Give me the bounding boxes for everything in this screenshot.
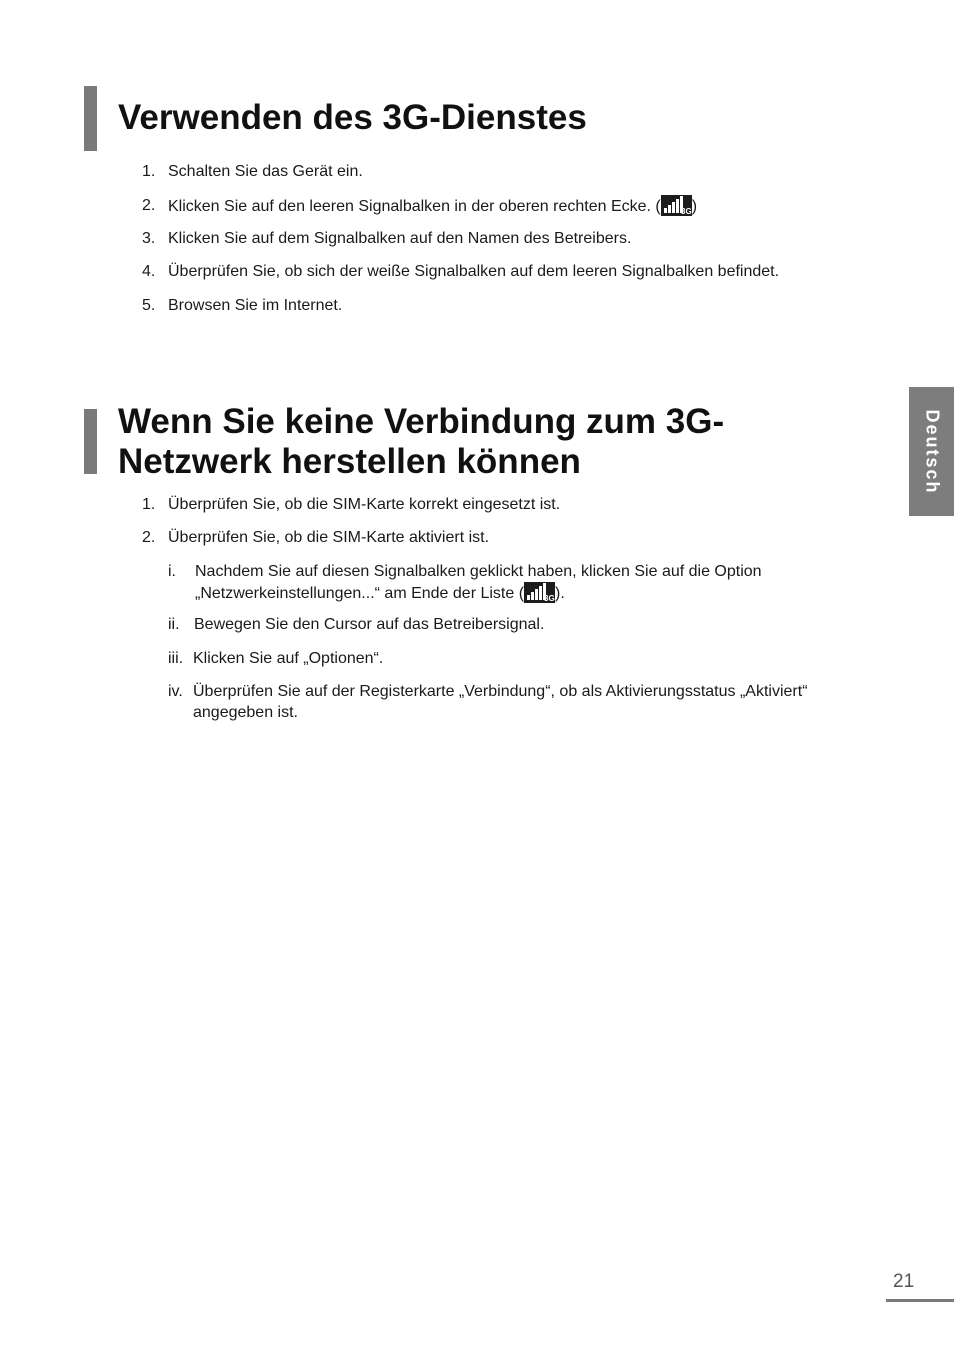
language-tab-label: Deutsch [922,408,942,495]
section-title-no-connection: Wenn Sie keine Verbindung zum 3G- Netzwerk herstellen können [118,402,725,481]
section-accent-bar [84,86,97,151]
page-number-rule [886,1299,954,1302]
signal-3g-icon [661,195,692,216]
section-accent-bar [84,409,97,474]
section-title-3g-service: Verwenden des 3G-Dienstes [118,98,587,137]
language-tab [909,387,954,516]
page-number: 21 [893,1271,915,1292]
signal-3g-icon [524,582,555,603]
